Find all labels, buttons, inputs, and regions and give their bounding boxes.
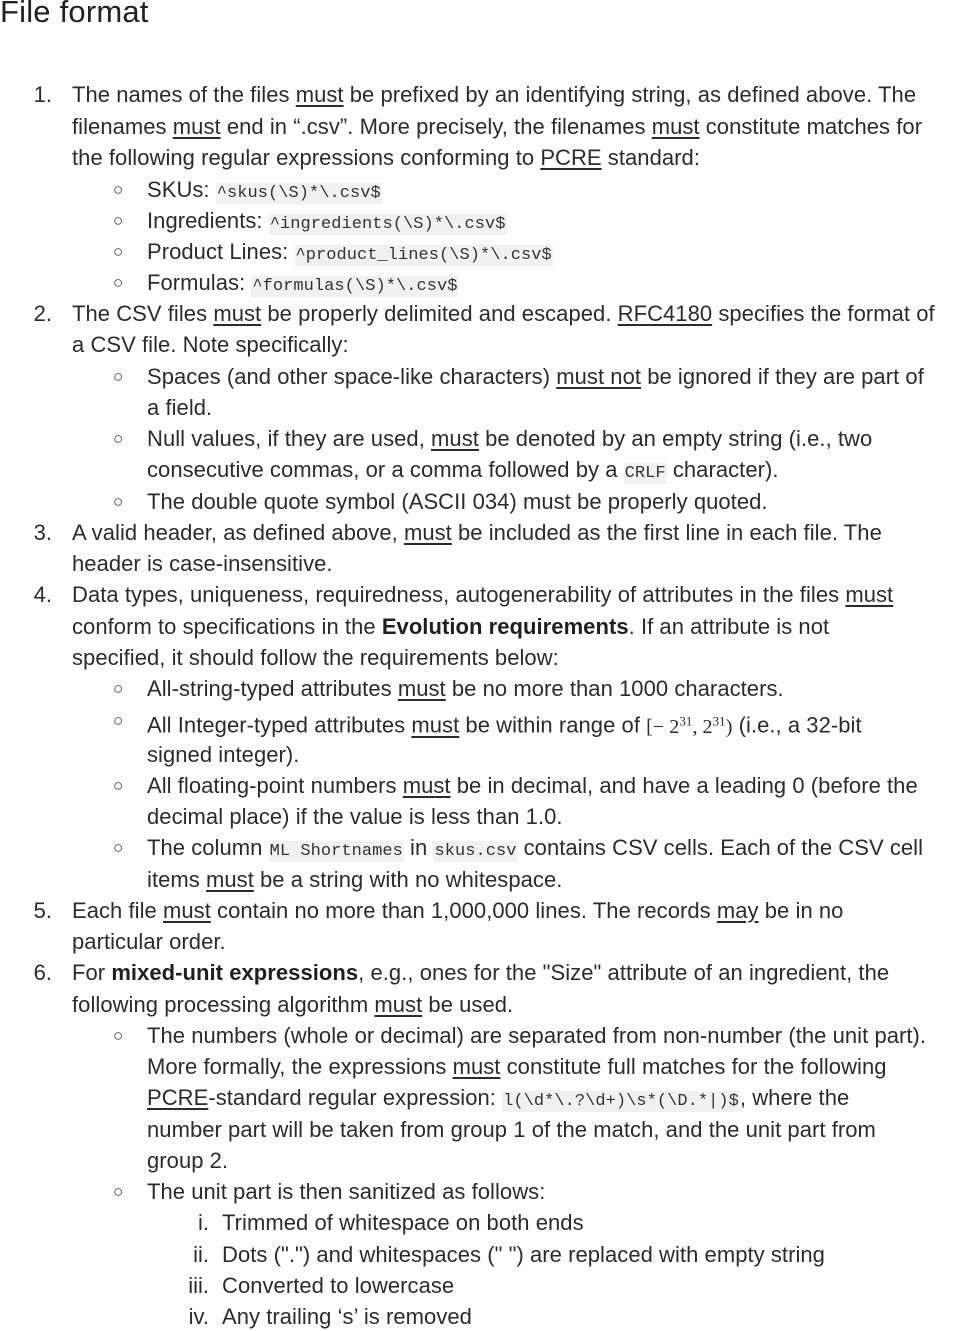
bullet-icon: ○ bbox=[113, 367, 124, 386]
underlined-text: PCRE bbox=[147, 1085, 209, 1110]
list-marker: 6. bbox=[33, 960, 52, 985]
text-run: end in “.csv”. More precisely, the filenames bbox=[220, 114, 652, 139]
text-run: Spaces (and other space-like characters) bbox=[147, 364, 557, 389]
inline-code: ^skus(\S)*\.csv$ bbox=[216, 184, 381, 203]
list-marker: 1. bbox=[33, 82, 52, 107]
math-minus: − bbox=[652, 715, 670, 738]
bullet-icon: ○ bbox=[113, 776, 124, 795]
list-item-line bbox=[72, 644, 559, 672]
list-item-line bbox=[222, 1303, 472, 1331]
underlined-text: must bbox=[213, 301, 262, 326]
text-run: the following regular expressions conforming to bbox=[72, 145, 541, 170]
text-run: Any trailing ‘s’ is removed bbox=[222, 1304, 472, 1329]
list-item-line bbox=[147, 1053, 887, 1081]
math-open: [ bbox=[646, 715, 653, 738]
page-title: File format bbox=[0, 0, 149, 29]
underlined-text: PCRE bbox=[540, 145, 602, 170]
text-run: items bbox=[147, 867, 206, 892]
list-marker: 4. bbox=[33, 582, 52, 607]
text-run: . If an attribute is not bbox=[628, 614, 830, 639]
list-item-line bbox=[72, 897, 843, 925]
list-item-line bbox=[147, 456, 779, 488]
text-run: The double quote symbol (ASCII 034) must be properly quoted. bbox=[147, 489, 768, 514]
text-run: A valid header, as defined above, bbox=[72, 520, 404, 545]
text-run: The column bbox=[147, 835, 269, 860]
list-item-line bbox=[147, 834, 923, 866]
text-run: header is case-insensitive. bbox=[72, 551, 333, 576]
list-item-line bbox=[72, 331, 349, 359]
bullet-icon: ○ bbox=[113, 679, 124, 698]
math-close: ) bbox=[725, 715, 733, 738]
underlined-text: must bbox=[402, 773, 451, 798]
underlined-text: must bbox=[172, 114, 221, 139]
underlined-text: must bbox=[452, 1054, 501, 1079]
text-run: , e.g., ones for the "Size" attribute of an ingredient, the bbox=[358, 960, 890, 985]
bullet-icon: ○ bbox=[113, 242, 124, 261]
text-run: The numbers (whole or decimal) are separated from non-number (the unit part). bbox=[147, 1023, 927, 1048]
list-item-line bbox=[72, 300, 935, 328]
list-item-line bbox=[72, 991, 513, 1019]
list-item-line bbox=[147, 207, 507, 239]
text-run: Null values, if they are used, bbox=[147, 426, 432, 451]
inline-code: ^product_lines(\S)*\.csv$ bbox=[295, 246, 552, 265]
text-run: Formulas: bbox=[147, 270, 252, 295]
list-item-line bbox=[147, 1116, 876, 1144]
list-item-line bbox=[72, 144, 700, 172]
underlined-text: must bbox=[374, 992, 423, 1017]
list-item-line bbox=[147, 741, 299, 769]
list-item-line bbox=[147, 803, 563, 831]
text-run: specified, it should follow the requirements below: bbox=[72, 645, 559, 670]
text-run: Converted to lowercase bbox=[222, 1273, 455, 1298]
text-run: conform to specifications in the bbox=[72, 614, 382, 639]
list-item-line bbox=[147, 269, 458, 301]
text-run: All floating-point numbers bbox=[147, 773, 403, 798]
inline-code: ^formulas(\S)*\.csv$ bbox=[252, 277, 458, 296]
text-run: Ingredients: bbox=[147, 208, 269, 233]
text-run: in bbox=[403, 835, 434, 860]
list-item-line bbox=[147, 675, 784, 703]
list-item-line bbox=[147, 363, 924, 391]
underlined-text: RFC4180 bbox=[617, 301, 713, 326]
math-exp: 31 bbox=[712, 713, 726, 728]
list-item-line bbox=[147, 1178, 545, 1206]
text-run: The unit part is then sanitized as follows: bbox=[147, 1179, 546, 1204]
text-run: For bbox=[72, 960, 112, 985]
text-run: be included as the first line in each file. The bbox=[451, 520, 882, 545]
list-item-line bbox=[147, 394, 212, 422]
text-run: be prefixed by an identifying string, as defined above. The bbox=[343, 82, 917, 107]
inline-code: CRLF bbox=[624, 464, 666, 483]
math-base: 2 bbox=[702, 715, 713, 738]
text-run: Trimmed of whitespace on both ends bbox=[222, 1210, 584, 1235]
text-run: contain no more than 1,000,000 lines. The records bbox=[210, 898, 717, 923]
math-sep: , bbox=[692, 715, 703, 738]
text-run: a field. bbox=[147, 395, 213, 420]
bullet-icon: ○ bbox=[113, 492, 124, 511]
list-marker: 2. bbox=[33, 301, 52, 326]
list-marker: 5. bbox=[33, 898, 52, 923]
text-run: be in no bbox=[758, 898, 844, 923]
underlined-text: must bbox=[651, 114, 700, 139]
underlined-text: must bbox=[205, 867, 254, 892]
list-item-line bbox=[72, 581, 893, 609]
text-run: filenames bbox=[72, 114, 173, 139]
list-item-line bbox=[72, 519, 882, 547]
list-item-line bbox=[222, 1209, 584, 1237]
list-item-line bbox=[147, 866, 562, 894]
text-run: More formally, the expressions bbox=[147, 1054, 453, 1079]
text-run: Product Lines: bbox=[147, 239, 295, 264]
text-run: contains CSV cells. Each of the CSV cell bbox=[517, 835, 924, 860]
text-run: constitute full matches for the following bbox=[500, 1054, 887, 1079]
list-marker: i. bbox=[198, 1210, 209, 1235]
bullet-icon: ○ bbox=[113, 273, 124, 292]
text-run: a CSV file. Note specifically: bbox=[72, 332, 349, 357]
underlined-text: must bbox=[845, 582, 894, 607]
text-run: number part will be taken from group 1 of the match, and the unit part from bbox=[147, 1117, 876, 1142]
inline-code: ^ingredients(\S)*\.csv$ bbox=[269, 215, 506, 234]
inline-code: skus.csv bbox=[434, 842, 517, 861]
text-run: character). bbox=[666, 457, 779, 482]
list-item-line bbox=[72, 550, 333, 578]
list-item-line bbox=[222, 1241, 825, 1269]
text-run: signed integer). bbox=[147, 742, 300, 767]
bullet-icon: ○ bbox=[113, 180, 124, 199]
text-run: be no more than 1000 characters. bbox=[445, 676, 784, 701]
text-run: All-string-typed attributes bbox=[147, 676, 398, 701]
list-item-line bbox=[72, 959, 889, 987]
math-expression bbox=[646, 713, 733, 738]
math-base: 2 bbox=[669, 715, 680, 738]
bullet-icon: ○ bbox=[113, 211, 124, 230]
list-marker: iii. bbox=[188, 1273, 209, 1298]
list-item-line bbox=[147, 772, 918, 800]
inline-code: l(\d*\.?\d+)\s*(\D.*|)$ bbox=[503, 1092, 739, 1111]
text-run: , where the bbox=[739, 1085, 850, 1110]
text-run: be a string with no whitespace. bbox=[253, 867, 563, 892]
underlined-text: must bbox=[411, 712, 460, 738]
list-marker: ii. bbox=[193, 1242, 209, 1267]
text-run: Data types, uniqueness, requiredness, autogenerability of attributes in the files bbox=[72, 582, 846, 607]
list-item-line bbox=[147, 1022, 926, 1050]
text-run: specifies the format of bbox=[712, 301, 935, 326]
bold-text: mixed-unit expressions bbox=[111, 960, 359, 985]
bold-text: Evolution requirements bbox=[381, 614, 629, 639]
bullet-icon: ○ bbox=[113, 429, 124, 448]
text-run: constitute matches for bbox=[699, 114, 923, 139]
underlined-text: may bbox=[716, 898, 759, 923]
text-run: The names of the files bbox=[72, 82, 296, 107]
underlined-text: must bbox=[431, 426, 479, 451]
text-run: group 2. bbox=[147, 1148, 229, 1173]
text-run: be within range of bbox=[459, 712, 647, 738]
text-run: Dots (".") and whitespaces (" ") are replaced with empty string bbox=[222, 1242, 825, 1267]
list-item-line bbox=[72, 113, 922, 141]
text-run: be denoted by an empty string (i.e., two bbox=[478, 426, 873, 451]
list-item-line bbox=[147, 488, 768, 516]
list-marker: iv. bbox=[188, 1304, 209, 1329]
underlined-text: must not bbox=[556, 364, 642, 389]
text-run: Each file bbox=[72, 898, 163, 923]
text-run: consecutive commas, or a comma followed by a bbox=[147, 457, 624, 482]
bullet-icon: ○ bbox=[113, 1026, 124, 1045]
text-run: be used. bbox=[422, 992, 514, 1017]
text-run: particular order. bbox=[72, 929, 226, 954]
bullet-icon: ○ bbox=[113, 711, 124, 730]
text-run: be ignored if they are part of bbox=[641, 364, 924, 389]
underlined-text: must bbox=[397, 676, 446, 701]
text-run: All Integer-typed attributes bbox=[147, 712, 412, 738]
list-item-line bbox=[222, 1272, 454, 1300]
list-item-line bbox=[72, 928, 226, 956]
text-run: decimal place) if the value is less than 1.0. bbox=[147, 804, 563, 829]
text-run: (i.e., a 32-bit bbox=[732, 712, 862, 738]
list-item-line bbox=[147, 707, 862, 741]
math-exp: 31 bbox=[679, 713, 693, 728]
list-item-line bbox=[147, 1084, 849, 1116]
text-run: SKUs: bbox=[147, 177, 216, 202]
underlined-text: must bbox=[163, 898, 211, 923]
list-item-line bbox=[72, 81, 916, 109]
text-run: be in decimal, and have a leading 0 (before the bbox=[450, 773, 918, 798]
bullet-icon: ○ bbox=[113, 838, 124, 857]
bullet-icon: ○ bbox=[113, 1182, 124, 1201]
list-item-line bbox=[72, 613, 829, 641]
list-item-line bbox=[147, 176, 382, 208]
text-run: The CSV files bbox=[72, 301, 214, 326]
list-marker: 3. bbox=[33, 520, 52, 545]
list-item-line bbox=[147, 238, 553, 270]
text-run: standard: bbox=[601, 145, 700, 170]
underlined-text: must bbox=[403, 520, 452, 545]
underlined-text: must bbox=[295, 82, 344, 107]
text-run: following processing algorithm bbox=[72, 992, 375, 1017]
list-item-line bbox=[147, 425, 872, 453]
inline-code: ML Shortnames bbox=[269, 842, 403, 861]
list-item-line bbox=[147, 1147, 228, 1175]
text-run: be properly delimited and escaped. bbox=[261, 301, 618, 326]
text-run: -standard regular expression: bbox=[208, 1085, 503, 1110]
